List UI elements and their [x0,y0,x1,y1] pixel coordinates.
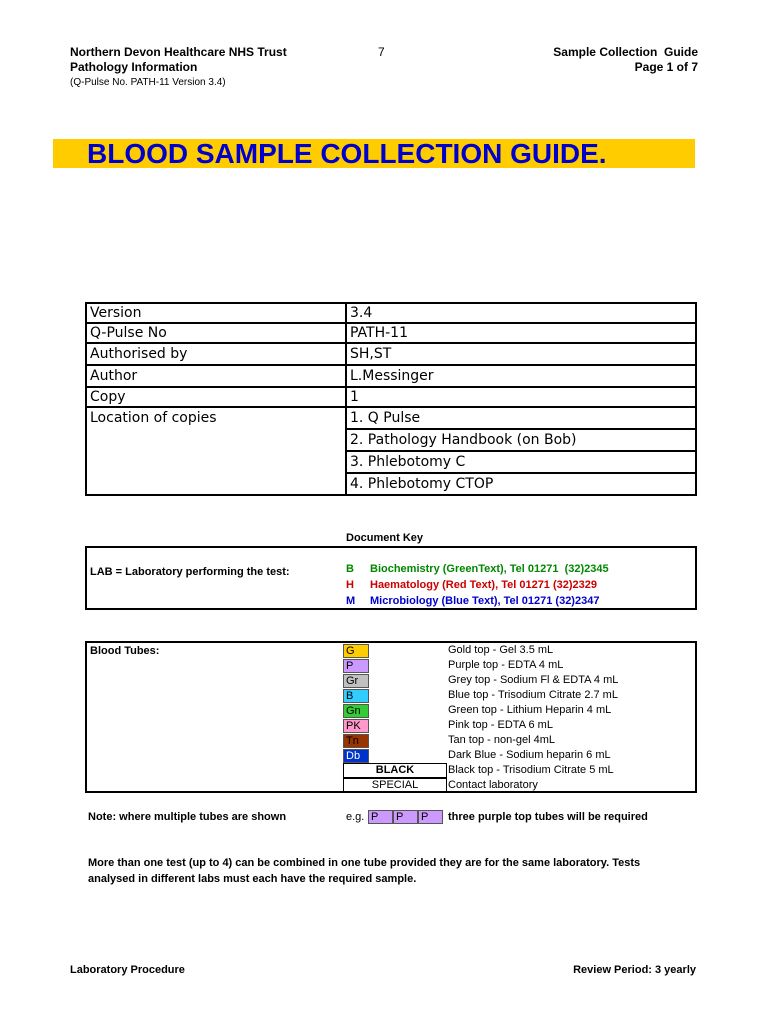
page-title: BLOOD SAMPLE COLLECTION GUIDE. [53,139,695,168]
tube-desc: Dark Blue - Sodium heparin 6 mL [448,749,611,761]
tube-code-gold: G [343,644,369,658]
document-key-heading: Document Key [346,532,424,544]
info-key: Q-Pulse No [86,323,346,343]
tube-desc: Blue top - Trisodium Citrate 2.7 mL [448,689,618,701]
tube-code-special: SPECIAL [343,778,447,793]
table-row [86,387,696,407]
lab-code: H [346,579,354,591]
table-row [86,407,696,429]
note-eg: e.g. [346,811,365,823]
qpulse-ref: (Q-Pulse No. PATH-11 Version 3.4) [70,77,226,88]
tube-desc: Purple top - EDTA 4 mL [448,659,564,671]
table-row [86,343,696,365]
tube-code-purple: P [393,810,418,824]
multiple-tubes-note: Note: where multiple tubes are shown [88,811,287,823]
info-value: 3. Phlebotomy C [346,451,696,473]
tube-desc: Tan top - non-gel 4mL [448,734,556,746]
info-value: 1 [346,387,696,407]
org-name: Northern Devon Healthcare NHS Trust [70,45,287,59]
lab-text: Biochemistry (GreenText), Tel 01271 (32)2345 [370,563,609,575]
note-result: three purple top tubes will be required [448,811,648,823]
header-right [553,45,698,75]
info-value: PATH-11 [346,323,696,343]
tube-code-purple: P [368,810,393,824]
tube-code-grey: Gr [343,674,369,688]
lab-key-box [85,546,697,610]
info-key: Copy [86,387,346,407]
page-number: Page 1 of 7 [634,60,698,74]
info-key: Authorised by [86,343,346,365]
table-row [86,365,696,387]
info-key: Location of copies [86,407,346,495]
header-number: 7 [378,45,385,59]
lab-code: B [346,563,354,575]
info-value: 1. Q Pulse [346,407,696,429]
lab-text: Microbiology (Blue Text), Tel 01271 (32)2347 [370,595,600,607]
info-value: 4. Phlebotomy CTOP [346,473,696,495]
info-key: Version [86,303,346,323]
header-left [70,45,287,90]
lab-biochemistry [346,563,609,575]
tube-code-black: BLACK [343,763,447,778]
footer-right: Review Period: 3 yearly [573,964,696,976]
table-row [86,303,696,323]
tube-code-purple: P [343,659,369,673]
table-row [86,323,696,343]
info-value: L.Messinger [346,365,696,387]
info-value: SH,ST [346,343,696,365]
info-value: 2. Pathology Handbook (on Bob) [346,429,696,451]
tube-code-purple: P [418,810,443,824]
tube-code-dark-blue: Db [343,749,369,763]
lab-text: Haematology (Red Text), Tel 01271 (32)2329 [370,579,598,591]
info-key: Author [86,365,346,387]
tube-desc: Black top - Trisodium Citrate 5 mL [448,764,614,776]
document-info-table [85,302,697,496]
blood-tubes-label: Blood Tubes: [90,645,160,657]
tube-desc: Contact laboratory [448,779,538,791]
dept-name: Pathology Information [70,60,198,74]
lab-label: LAB = Laboratory performing the test: [90,566,290,578]
footer-left: Laboratory Procedure [70,964,185,976]
lab-microbiology [346,595,599,607]
info-value: 3.4 [346,303,696,323]
tube-desc: Green top - Lithium Heparin 4 mL [448,704,612,716]
tube-code-tan: Tn [343,734,369,748]
tube-desc: Gold top - Gel 3.5 mL [448,644,554,656]
tube-desc: Pink top - EDTA 6 mL [448,719,553,731]
tube-code-pink: PK [343,719,369,733]
blood-tubes-box [85,641,697,793]
guide-name: Sample Collection Guide [553,45,698,59]
combination-paragraph: More than one test (up to 4) can be combined in one tube provided they are for the same laboratory. Tests analysed in different labs must each have the required sample. [88,857,641,885]
lab-haematology [346,579,597,591]
tube-desc: Grey top - Sodium Fl & EDTA 4 mL [448,674,619,686]
lab-code: M [346,595,356,607]
tube-code-blue: B [343,689,369,703]
tube-code-green: Gn [343,704,369,718]
